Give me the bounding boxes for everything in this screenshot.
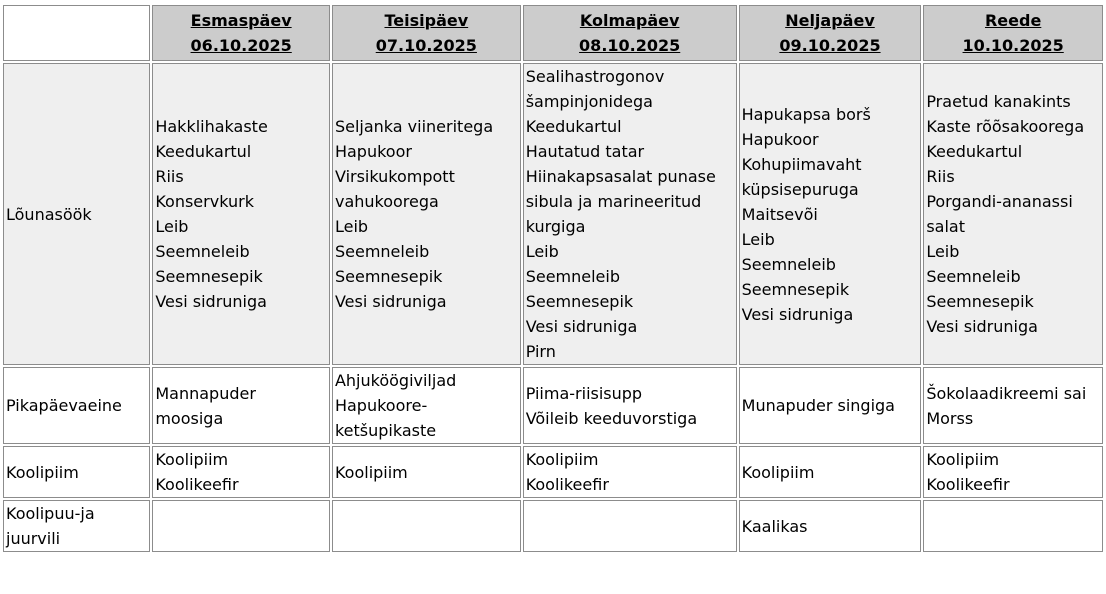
day-name: Neljapäev	[785, 11, 875, 30]
menu-cell	[739, 446, 922, 498]
header-corner-cell	[3, 5, 150, 61]
day-date: 10.10.2025	[962, 36, 1064, 55]
menu-item: Koolikeefir	[926, 475, 1010, 494]
menu-item: Koolipiim	[741, 462, 815, 482]
menu-item: Hautatud tatar	[525, 142, 645, 161]
menu-cell	[923, 63, 1103, 365]
day-header-friday	[923, 5, 1103, 61]
menu-item: Keedukartul	[155, 142, 252, 161]
menu-cell	[523, 63, 737, 365]
menu-cell	[923, 367, 1103, 444]
menu-item: Vesi sidruniga	[741, 304, 854, 324]
menu-cell	[332, 367, 521, 444]
menu-item: Vesi sidruniga	[334, 292, 447, 311]
menu-item: Hiinakapsasalat punase sibula ja marineeritud kurgiga	[525, 167, 716, 236]
day-header-thursday	[739, 5, 922, 61]
menu-cell	[523, 500, 737, 552]
menu-item: Seemneleib	[741, 254, 836, 274]
menu-cell	[152, 367, 330, 444]
afternoon-snack-row	[3, 367, 1103, 444]
menu-cell	[523, 367, 737, 444]
menu-item: Vesi sidruniga	[155, 292, 267, 311]
row-label-lunch: Lõunasöök	[3, 63, 150, 365]
menu-item: Leib	[525, 242, 559, 261]
menu-item: Leib	[926, 242, 960, 261]
school-fruit-row	[3, 500, 1103, 552]
day-name: Reede	[984, 11, 1042, 30]
day-header-tuesday	[332, 5, 521, 61]
day-name: Teisipäev	[384, 11, 469, 30]
menu-item: Seljanka viineritega	[334, 117, 494, 136]
menu-item: Koolikeefir	[525, 475, 609, 494]
menu-item: Seemnesepik	[741, 279, 850, 299]
menu-cell	[152, 446, 330, 498]
row-label-afternoon-snack: Pikapäevaeine	[3, 367, 150, 444]
menu-item: Konservkurk	[155, 192, 254, 211]
menu-item: Seemnesepik	[926, 292, 1034, 311]
menu-item: Seemnesepik	[155, 267, 263, 286]
menu-item: Seemneleib	[525, 267, 620, 286]
menu-item: Hapukapsa borš	[741, 104, 871, 124]
menu-item: Seemneleib	[334, 242, 430, 261]
day-name: Kolmapäev	[579, 11, 680, 30]
menu-item: Keedukartul	[926, 142, 1023, 161]
menu-cell	[739, 63, 922, 365]
header-row	[3, 5, 1103, 61]
menu-item: Morss	[926, 408, 974, 428]
menu-item: Maitsevõi	[741, 204, 818, 224]
row-label-school-fruit: Koolipuu-ja juurvili	[3, 500, 150, 552]
menu-cell	[739, 500, 922, 552]
day-date: 06.10.2025	[190, 36, 292, 55]
menu-item: Riis	[155, 167, 184, 186]
menu-item: Praetud kanakints	[926, 92, 1071, 111]
menu-item: Hapukoor	[741, 129, 819, 149]
menu-item: Sealihastrogonov šampinjonidega	[525, 67, 665, 111]
menu-cell	[739, 367, 922, 444]
menu-item: Porgandi-ananassi salat	[926, 192, 1073, 236]
day-date: 08.10.2025	[579, 36, 681, 55]
menu-item: Kaalikas	[741, 516, 808, 536]
menu-cell	[332, 446, 521, 498]
menu-cell	[923, 500, 1103, 552]
weekly-menu-table	[1, 3, 1105, 554]
day-header-wednesday	[523, 5, 737, 61]
row-label-school-milk: Koolipiim	[3, 446, 150, 498]
menu-item: Hapukoor	[334, 142, 412, 161]
menu-item: Koolikeefir	[155, 475, 239, 494]
menu-item: Kohupiimavaht küpsisepuruga	[741, 154, 862, 199]
menu-item: Kaste rõõsakoorega	[926, 117, 1085, 136]
menu-cell	[152, 63, 330, 365]
menu-cell	[523, 446, 737, 498]
menu-item: Šokolaadikreemi sai	[926, 383, 1087, 403]
menu-item: Leib	[334, 217, 369, 236]
menu-cell	[332, 63, 521, 365]
menu-item: Keedukartul	[525, 117, 622, 136]
menu-item: Virsikukompott vahukoorega	[334, 167, 455, 211]
menu-item: Koolipiim	[155, 450, 229, 469]
menu-item: Seemnesepik	[334, 267, 443, 286]
menu-cell	[923, 446, 1103, 498]
menu-item: Võileib keeduvorstiga	[525, 408, 698, 428]
menu-item: Koolipiim	[926, 450, 1000, 469]
day-date: 07.10.2025	[375, 36, 477, 55]
menu-item: Riis	[926, 167, 955, 186]
menu-item: Leib	[741, 229, 775, 249]
menu-item: Pirn	[525, 342, 556, 361]
menu-item: Hapukoore-ketšupikaste	[334, 396, 437, 440]
menu-item: Piima-riisisupp	[525, 383, 643, 403]
day-date: 09.10.2025	[779, 36, 881, 55]
menu-item: Hakklihakaste	[155, 117, 268, 136]
lunch-row	[3, 63, 1103, 365]
menu-cell	[332, 500, 521, 552]
menu-cell	[152, 500, 330, 552]
menu-item: Mannapuder moosiga	[155, 383, 256, 428]
menu-item: Leib	[155, 217, 189, 236]
menu-item: Vesi sidruniga	[525, 317, 638, 336]
menu-item: Munapuder singiga	[741, 396, 895, 415]
menu-item: Seemneleib	[926, 267, 1021, 286]
school-milk-row	[3, 446, 1103, 498]
day-header-monday	[152, 5, 330, 61]
menu-item: Vesi sidruniga	[926, 317, 1038, 336]
menu-item: Ahjuköögiviljad	[334, 371, 457, 390]
menu-item: Seemneleib	[155, 242, 250, 261]
menu-item: Koolipiim	[525, 450, 599, 469]
menu-item: Seemnesepik	[525, 292, 634, 311]
day-name: Esmaspäev	[190, 11, 292, 30]
menu-item: Koolipiim	[334, 462, 408, 482]
